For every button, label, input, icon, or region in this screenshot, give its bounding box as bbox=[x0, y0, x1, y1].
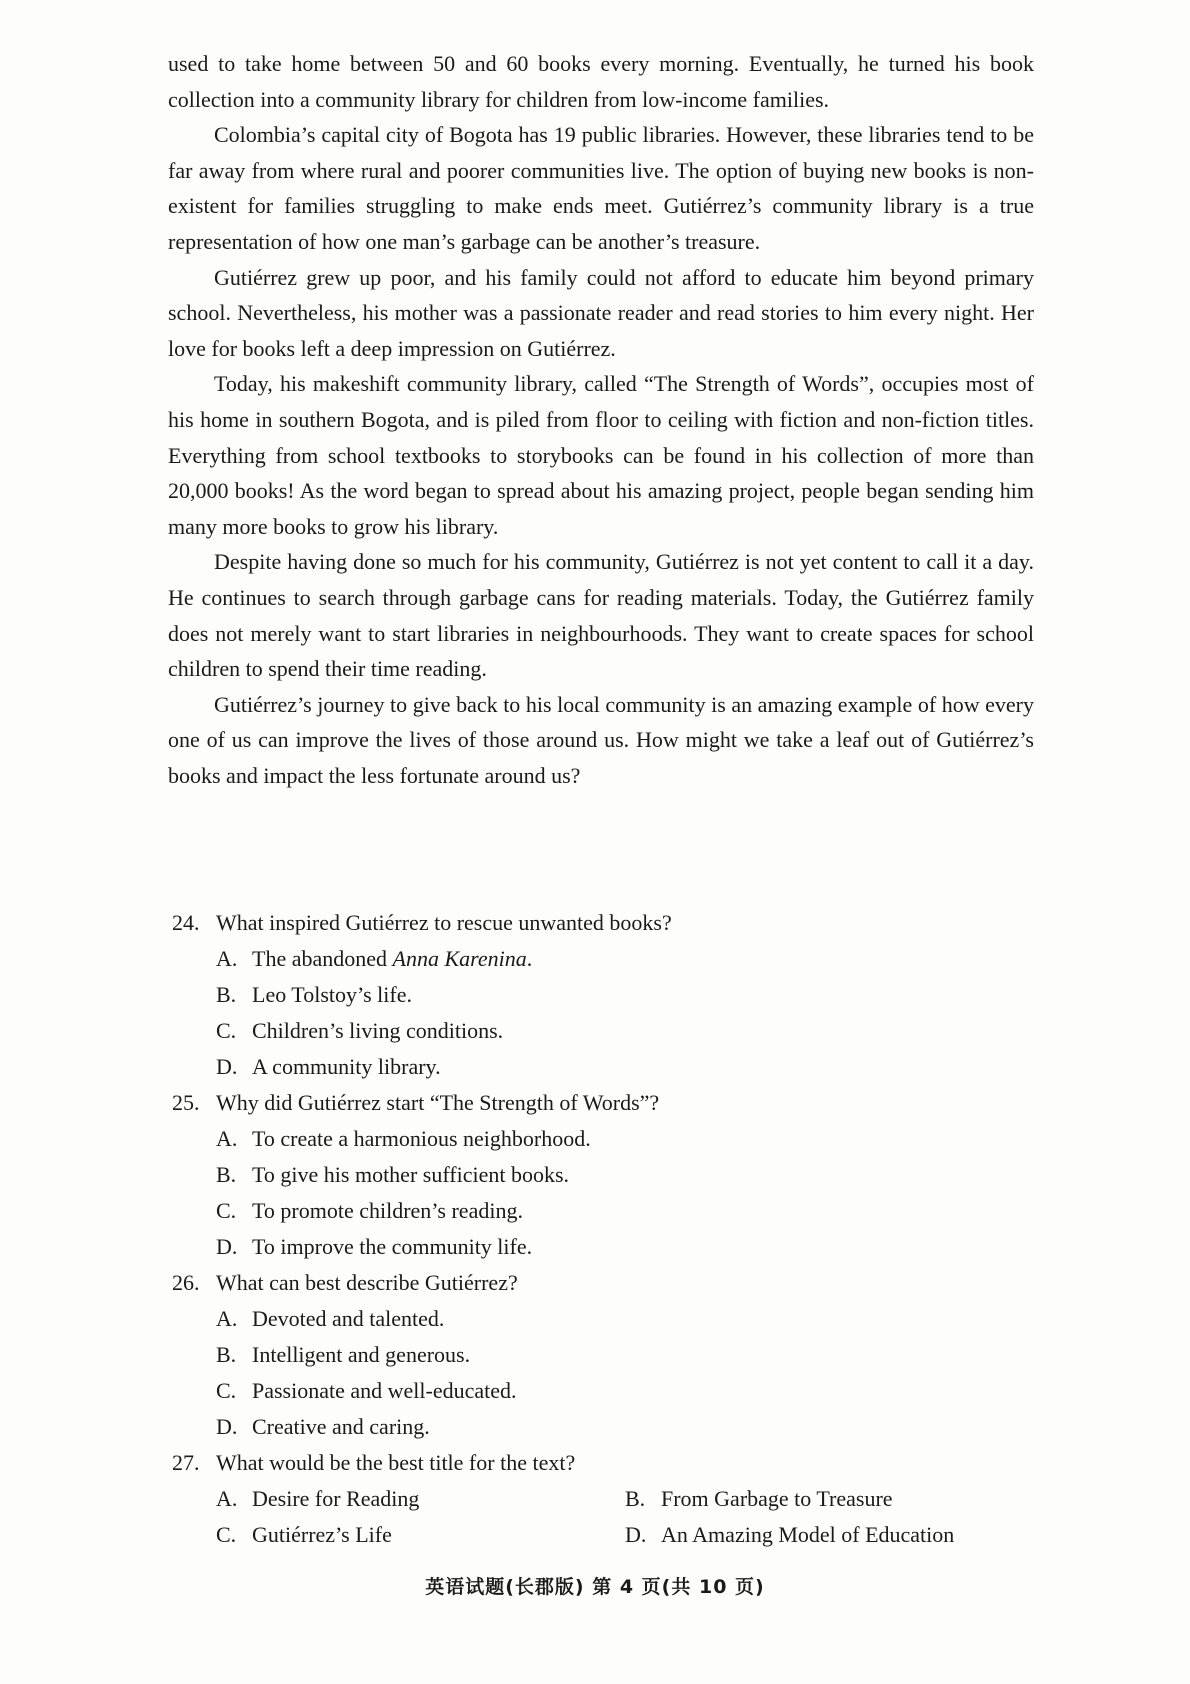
option-d bbox=[216, 1049, 1034, 1085]
option-text: Creative and caring. bbox=[252, 1414, 430, 1439]
question-number: 27. bbox=[172, 1450, 200, 1475]
question-number: 24. bbox=[172, 910, 200, 935]
option-a bbox=[216, 1481, 625, 1517]
option-b bbox=[625, 1481, 1034, 1517]
option-text: To give his mother sufficient books. bbox=[252, 1162, 570, 1187]
option-text: Passionate and well-educated. bbox=[252, 1378, 517, 1403]
question-stem bbox=[172, 905, 1034, 941]
option-text: From Garbage to Treasure bbox=[661, 1486, 893, 1511]
option-text: To promote children’s reading. bbox=[252, 1198, 523, 1223]
option-text: Devoted and talented. bbox=[252, 1306, 445, 1331]
option-row bbox=[216, 1517, 1034, 1553]
passage-paragraph-5: Despite having done so much for his community, Gutiérrez is not yet content to call it a day. He continues to search through garbage cans for reading materials. Today, the Gutiérrez family does not merely want to start libraries in neighbourhoods. They want to create spaces for school children to spend their time reading. bbox=[168, 549, 1034, 682]
option-b bbox=[216, 977, 1034, 1013]
option-c bbox=[216, 1373, 1034, 1409]
passage-paragraph-6: Gutiérrez’s journey to give back to his local community is an amazing example of how every one of us can improve the lives of those around us. How might we take a leaf out of Gutiérrez’s books and impact the less fortunate around us? bbox=[168, 691, 1034, 788]
question-text: What inspired Gutiérrez to rescue unwanted books? bbox=[216, 910, 672, 935]
option-text: The abandoned bbox=[252, 946, 393, 971]
option-a bbox=[216, 941, 1034, 977]
option-letter: A. bbox=[216, 1126, 238, 1151]
passage-paragraph-1: used to take home between 50 and 60 books every morning. Eventually, he turned his book collection into a community library for children from low-income families. bbox=[168, 51, 1034, 112]
option-letter: D. bbox=[625, 1522, 647, 1547]
option-c bbox=[216, 1013, 1034, 1049]
option-book-title: Anna Karenina bbox=[392, 946, 527, 971]
option-letter: D. bbox=[216, 1414, 238, 1439]
question-number: 26. bbox=[172, 1270, 200, 1295]
option-text: Gutiérrez’s Life bbox=[252, 1522, 392, 1547]
option-text: Leo Tolstoy’s life. bbox=[252, 982, 412, 1007]
question-24 bbox=[172, 905, 1034, 1085]
option-text-end: . bbox=[526, 946, 533, 971]
option-letter: B. bbox=[216, 1162, 237, 1187]
question-stem bbox=[172, 1445, 1034, 1481]
option-letter: C. bbox=[216, 1198, 237, 1223]
option-text: A community library. bbox=[252, 1054, 441, 1079]
option-letter: B. bbox=[216, 982, 237, 1007]
question-text: What would be the best title for the text? bbox=[216, 1450, 576, 1475]
option-c bbox=[216, 1517, 625, 1553]
option-letter: D. bbox=[216, 1054, 238, 1079]
option-text: To create a harmonious neighborhood. bbox=[252, 1126, 591, 1151]
option-letter: A. bbox=[216, 946, 238, 971]
option-letter: A. bbox=[216, 1486, 238, 1511]
page-footer: 英语试题(长郡版) 第 4 页(共 10 页) bbox=[425, 1576, 765, 1598]
option-b bbox=[216, 1337, 1034, 1373]
option-letter: B. bbox=[216, 1342, 237, 1367]
option-d bbox=[216, 1409, 1034, 1445]
option-d bbox=[625, 1517, 1034, 1553]
question-stem bbox=[172, 1265, 1034, 1301]
option-b bbox=[216, 1157, 1034, 1193]
option-d bbox=[216, 1229, 1034, 1265]
option-a bbox=[216, 1301, 1034, 1337]
option-text: Intelligent and generous. bbox=[252, 1342, 471, 1367]
option-row bbox=[216, 1481, 1034, 1517]
question-26 bbox=[172, 1265, 1034, 1445]
option-text: Desire for Reading bbox=[252, 1486, 420, 1511]
option-text: To improve the community life. bbox=[252, 1234, 533, 1259]
passage-paragraph-2: Colombia’s capital city of Bogota has 19 public libraries. However, these libraries tend to be far away from where rural and poorer communities live. The option of buying new books is non-existent for families struggling to make ends meet. Gutiérrez’s community library is a true representation of how one man’s garbage can be another’s treasure. bbox=[168, 122, 1034, 254]
option-c bbox=[216, 1193, 1034, 1229]
option-letter: C. bbox=[216, 1378, 237, 1403]
option-letter: A. bbox=[216, 1306, 238, 1331]
question-27 bbox=[172, 1445, 1034, 1553]
option-text: An Amazing Model of Education bbox=[661, 1522, 955, 1547]
option-a bbox=[216, 1121, 1034, 1157]
option-letter: C. bbox=[216, 1522, 237, 1547]
question-25 bbox=[172, 1085, 1034, 1265]
question-text: What can best describe Gutiérrez? bbox=[216, 1270, 518, 1295]
reading-passage bbox=[168, 46, 1034, 793]
option-letter: B. bbox=[625, 1486, 646, 1511]
passage-paragraph-3: Gutiérrez grew up poor, and his family could not afford to educate him beyond primary school. Nevertheless, his mother was a passionate reader and read stories to him every night. Her love for books left a deep impression on Gutiérrez. bbox=[168, 264, 1034, 361]
passage-paragraph-4: Today, his makeshift community library, called “The Strength of Words”, occupies most of his home in southern Bogota, and is piled from floor to ceiling with fiction and non-fiction titles. Everything from school textbooks to storybooks can be found in his collection of more than 20,000 books! As the word began to spread about his amazing project, people began sending him many more books to grow his library. bbox=[168, 371, 1034, 539]
question-number: 25. bbox=[172, 1090, 200, 1115]
question-stem bbox=[172, 1085, 1034, 1121]
option-letter: C. bbox=[216, 1018, 237, 1043]
option-text: Children’s living conditions. bbox=[252, 1018, 504, 1043]
option-letter: D. bbox=[216, 1234, 238, 1259]
question-list bbox=[172, 905, 1034, 1553]
question-text: Why did Gutiérrez start “The Strength of Words”? bbox=[216, 1090, 660, 1115]
